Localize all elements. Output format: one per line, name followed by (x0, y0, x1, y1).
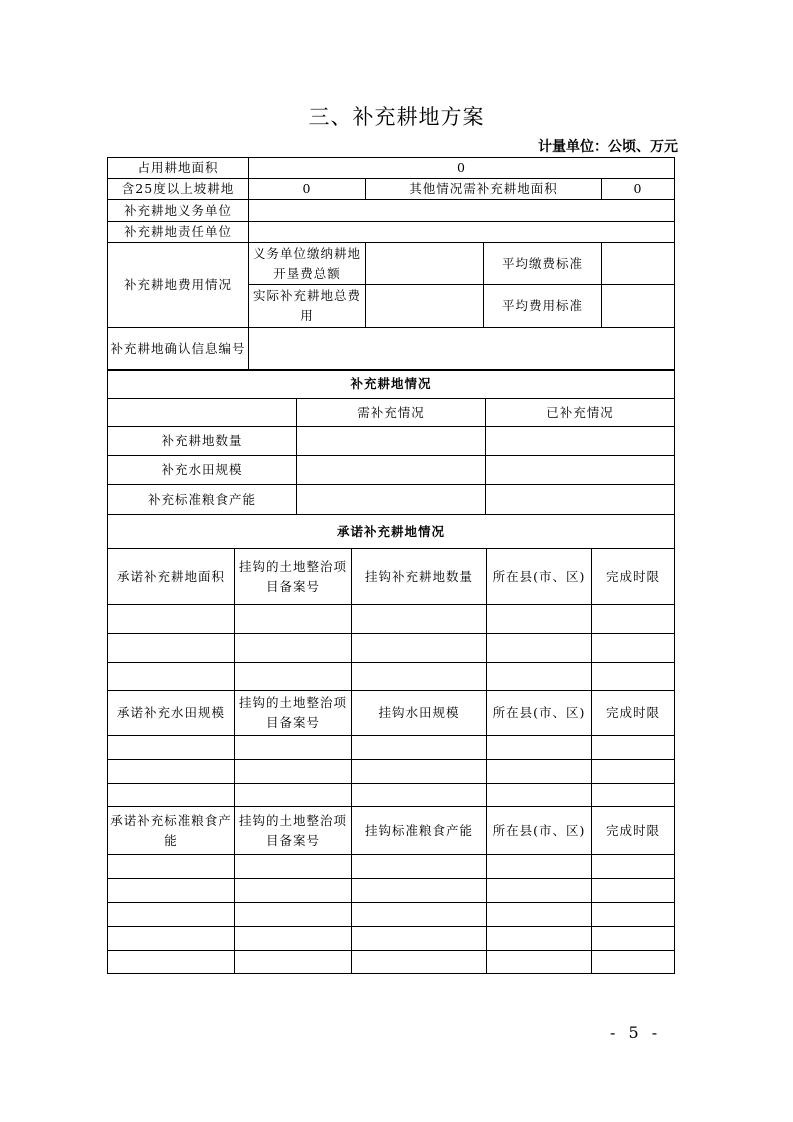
unit-label: 计量单位：公顷、万元 (538, 139, 678, 155)
resp-unit-label: 补充耕地责任单位 (108, 222, 249, 243)
county-label: 所在县(市、区) (487, 807, 592, 855)
project-no-label: 挂钩的土地整治项目备案号 (235, 691, 352, 736)
occupied-area-label: 占用耕地面积 (108, 158, 249, 179)
col-need: 需补充情况 (297, 399, 486, 427)
table-row (108, 784, 675, 807)
table-row (108, 663, 675, 691)
occupied-area-value: 0 (249, 158, 675, 179)
table-row (108, 736, 675, 760)
cell (486, 456, 675, 485)
confirm-number-label: 补充耕地确认信息编号 (108, 328, 249, 371)
deadline-label: 完成时限 (592, 807, 675, 855)
situation-table (107, 369, 675, 515)
resp-unit-value (249, 222, 675, 243)
table-row (108, 903, 675, 927)
fee-total-label: 义务单位缴纳耕地开垦费总额 (249, 243, 366, 285)
linked-paddy-label: 挂钩水田规模 (352, 691, 487, 736)
commit-header: 承诺补充耕地情况 (108, 515, 675, 549)
commit-paddy-label: 承诺补充水田规模 (108, 691, 235, 736)
linked-grain-label: 挂钩标准粮食产能 (352, 807, 487, 855)
confirm-number-value (249, 328, 675, 371)
row-label: 补充耕地数量 (108, 427, 297, 456)
situation-corner (108, 399, 297, 427)
situation-header: 补充耕地情况 (108, 370, 675, 399)
page-number: - 5 - (610, 1023, 662, 1042)
project-no-label: 挂钩的土地整治项目备案号 (235, 549, 352, 605)
row-label: 补充标准粮食产能 (108, 485, 297, 515)
commit-grain-label: 承诺补充标准粮食产能 (108, 807, 235, 855)
avg-cost-label: 平均费用标准 (484, 285, 602, 328)
basic-info-table (107, 157, 675, 371)
project-no-label: 挂钩的土地整治项目备案号 (235, 807, 352, 855)
table-row (108, 760, 675, 784)
table-row (108, 879, 675, 903)
col-done: 已补充情况 (486, 399, 675, 427)
county-label: 所在县(市、区) (487, 549, 592, 605)
deadline-label: 完成时限 (592, 691, 675, 736)
cost-label: 补充耕地费用情况 (108, 243, 249, 328)
table-row (108, 927, 675, 951)
slope-land-label: 含25度以上坡耕地 (108, 179, 249, 200)
commit-area-label: 承诺补充耕地面积 (108, 549, 235, 605)
table-row (108, 855, 675, 879)
table-row (108, 634, 675, 663)
deadline-label: 完成时限 (592, 549, 675, 605)
other-area-label: 其他情况需补充耕地面积 (366, 179, 602, 200)
page-title: 三、补充耕地方案 (308, 105, 485, 129)
row-label: 补充水田规模 (108, 456, 297, 485)
duty-unit-value (249, 200, 675, 222)
table-row (108, 605, 675, 634)
actual-total-label: 实际补充耕地总费用 (249, 285, 366, 328)
cell (297, 456, 486, 485)
slope-land-value: 0 (249, 179, 366, 200)
actual-total-value (366, 285, 484, 328)
other-area-value: 0 (602, 179, 675, 200)
table-row (108, 951, 675, 974)
avg-fee-label: 平均缴费标准 (484, 243, 602, 285)
avg-cost-value (602, 285, 675, 328)
linked-area-label: 挂钩补充耕地数量 (352, 549, 487, 605)
cell (486, 427, 675, 456)
fee-total-value (366, 243, 484, 285)
cell (297, 485, 486, 515)
county-label: 所在县(市、区) (487, 691, 592, 736)
duty-unit-label: 补充耕地义务单位 (108, 200, 249, 222)
avg-fee-value (602, 243, 675, 285)
commit-table (107, 514, 675, 974)
cell (297, 427, 486, 456)
cell (486, 485, 675, 515)
